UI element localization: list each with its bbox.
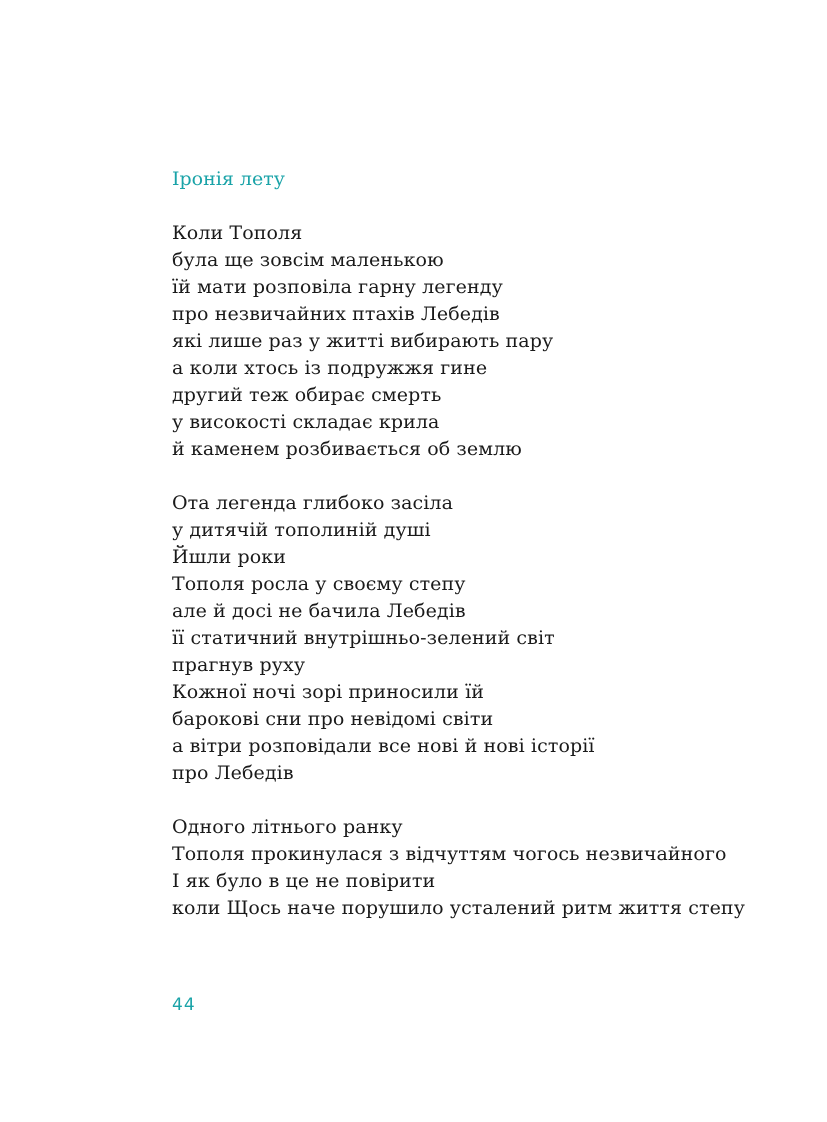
poem-line: Тополя прокинулася з відчуттям чогось незвичайного — [172, 843, 727, 865]
poem-title: Іронія лету — [172, 168, 285, 190]
poem-line: про Лебедів — [172, 762, 294, 784]
poem-line: Йшли роки — [172, 546, 287, 568]
poem-line: Одного літнього ранку — [172, 816, 403, 838]
poem-line: Кожної ночі зорі приносили їй — [172, 681, 485, 703]
poem-line: прагнув руху — [172, 654, 306, 676]
poem-line: а вітри розповідали все нові й нові історії — [172, 735, 595, 757]
poem-line: барокові сни про невідомі світи — [172, 708, 494, 730]
poem-line: коли Щось наче порушило усталений ритм життя степу — [172, 897, 745, 919]
poem-line: які лише раз у житті вибирають пару — [172, 330, 554, 352]
poem-line: про незвичайних птахів Лебедів — [172, 303, 500, 325]
stanza-3 — [172, 814, 792, 922]
page-number: 44 — [172, 995, 196, 1015]
poem-line: Тополя росла у своєму степу — [172, 573, 466, 595]
stanza-2 — [172, 490, 792, 787]
poem-line: другий теж обирає смерть — [172, 384, 442, 406]
poem-line: але й досі не бачила Лебедів — [172, 600, 466, 622]
poem-line: Коли Тополя — [172, 222, 303, 244]
poem-line: Ота легенда глибоко засіла — [172, 492, 454, 514]
stanza-1 — [172, 220, 792, 463]
poem-line: її статичний внутрішньо-зелений світ — [172, 627, 555, 649]
poem-line: а коли хтось із подружжя гине — [172, 357, 488, 379]
poem-line: їй мати розповіла гарну легенду — [172, 276, 503, 298]
poem-line: І як було в це не повірити — [172, 870, 436, 892]
poem-line: у дитячій тополиній душі — [172, 519, 431, 541]
poem-line: у високості складає крила — [172, 411, 440, 433]
poem-body — [172, 220, 792, 949]
poem-line: й каменем розбивається об землю — [172, 438, 522, 460]
poem-line: була ще зовсім маленькою — [172, 249, 444, 271]
